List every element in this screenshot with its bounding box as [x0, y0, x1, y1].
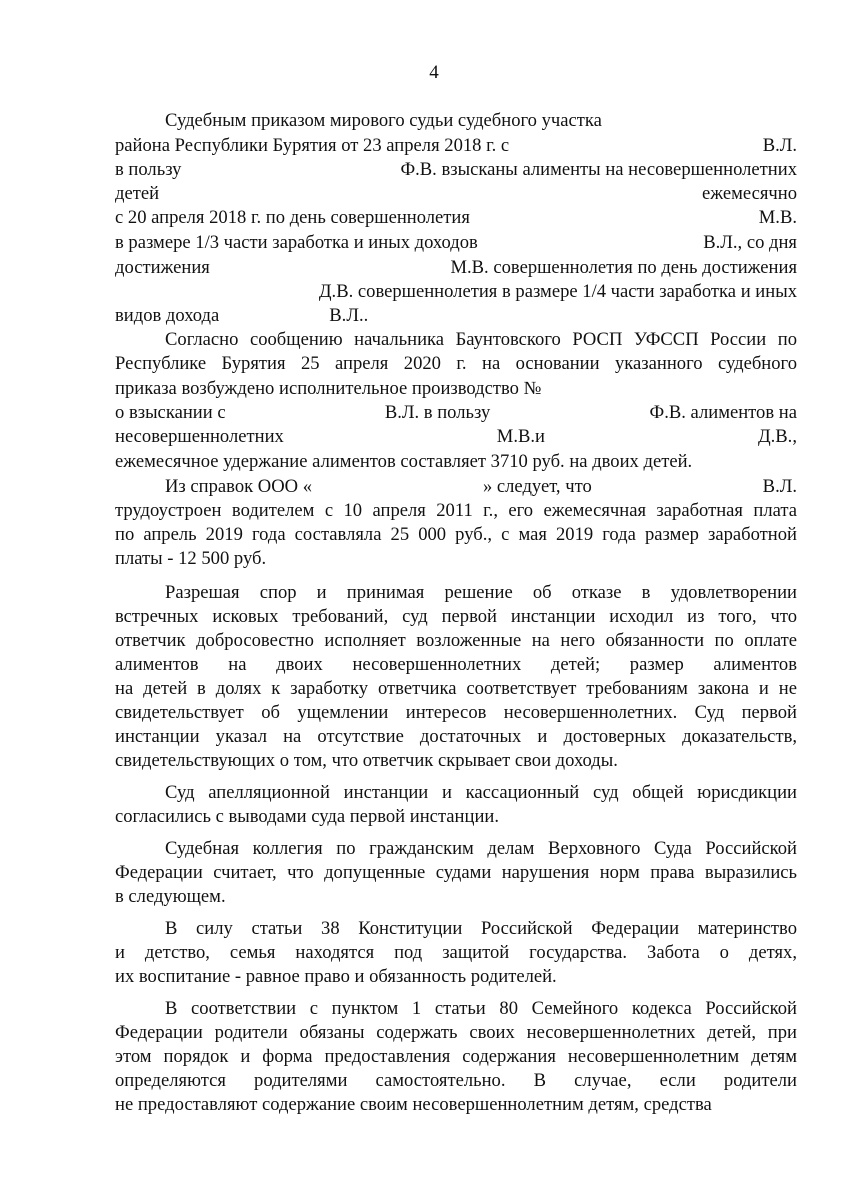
text-segment: Согласно сообщению начальника Баунтовского РОСП УФССП России по: [165, 329, 797, 350]
text-segment: Федерации родители обязаны содержать своих несовершеннолетних детей, при: [115, 1022, 797, 1043]
paragraph-line: [115, 885, 797, 909]
paragraph-line: [115, 158, 797, 182]
paragraph-line: [115, 677, 797, 701]
paragraph-line: [115, 605, 797, 629]
text-segment: не предоставляют содержание своим несовершеннолетним детям, средства: [115, 1094, 712, 1115]
text-segment: встречных исковых требований, суд первой инстанции исходил из того, что: [115, 606, 797, 627]
paragraph-line: [115, 629, 797, 653]
text-segment: достижения: [115, 257, 210, 278]
text-segment: М.В.и: [496, 426, 545, 447]
paragraph-line: [115, 206, 797, 230]
text-segment: на детей в долях к заработку ответчика соответствует требованиям закона и не: [115, 678, 797, 699]
text-segment: В.Л..: [329, 305, 369, 326]
paragraph-line: [115, 547, 797, 571]
paragraph-line: [115, 725, 797, 749]
text-segment: по апрель 2019 года составляла 25 000 руб., с мая 2019 года размер заработной: [115, 524, 797, 545]
text-segment: ответчик добросовестно исполняет возложенные на него обязанности по оплате: [115, 630, 797, 651]
text-segment: района Республики Бурятия от 23 апреля 2018 г. с: [115, 135, 510, 156]
text-segment: в размере 1/3 части заработка и иных доходов: [115, 232, 478, 253]
paragraph-line: [115, 941, 797, 965]
paragraph-line: [115, 1021, 797, 1045]
paragraph-line: [115, 1093, 797, 1117]
text-segment: этом порядок и форма предоставления содержания несовершеннолетним детям: [115, 1046, 797, 1067]
text-segment: Судебным приказом мирового судьи судебного участка: [165, 110, 602, 131]
paragraph-line: [115, 304, 797, 328]
text-segment: в пользу: [115, 159, 182, 180]
text-segment: детей: [115, 183, 160, 204]
paragraph-line: [115, 425, 797, 449]
text-segment: ежемесячное удержание алиментов составляет 3710 руб. на двоих детей.: [115, 451, 693, 472]
paragraph-line: [115, 280, 797, 304]
paragraph-line: [115, 861, 797, 885]
paragraph-line: [115, 256, 797, 280]
paragraph-line: [165, 837, 797, 861]
text-segment: Ф.В. взысканы алименты на несовершеннолетних: [400, 159, 797, 180]
text-segment: о взыскании с: [115, 402, 226, 423]
text-segment: Д.В. совершеннолетия в размере 1/4 части заработка и иных: [318, 281, 797, 302]
text-segment: и детство, семья находятся под защитой государства. Забота о детях,: [115, 942, 797, 963]
text-segment: трудоустроен водителем с 10 апреля 2011 г., его ежемесячная заработная плата: [115, 500, 797, 521]
paragraph-line: [115, 749, 797, 773]
text-segment: В силу статьи 38 Конституции Российской Федерации материнство: [165, 918, 797, 939]
text-segment: инстанции указал на отсутствие достаточных и достоверных доказательств,: [115, 726, 797, 747]
text-segment: Республике Бурятия 25 апреля 2020 г. на основании указанного судебного: [115, 353, 797, 374]
text-segment: Разрешая спор и принимая решение об отказе в удовлетворении: [165, 582, 797, 603]
paragraph-line: [115, 653, 797, 677]
page-number: 4: [429, 62, 439, 83]
text-segment: В соответствии с пунктом 1 статьи 80 Семейного кодекса Российской: [165, 998, 797, 1019]
paragraph-line: [115, 1069, 797, 1093]
paragraph-line: [115, 182, 797, 206]
text-segment: В.Л. в пользу: [384, 402, 491, 423]
text-segment: в следующем.: [115, 886, 226, 907]
paragraph-line: [115, 377, 797, 401]
text-segment: видов дохода: [115, 305, 220, 326]
paragraph-line: [165, 109, 797, 133]
paragraph-line: [115, 134, 797, 158]
paragraph-line: [115, 1045, 797, 1069]
text-segment: определяются родителями самостоятельно. В случае, если родители: [115, 1070, 797, 1091]
paragraph-line: [165, 475, 797, 499]
paragraph-line: [165, 581, 797, 605]
paragraph-line: [115, 352, 797, 376]
text-segment: Д.В.,: [757, 426, 797, 447]
paragraph-line: [115, 401, 797, 425]
text-segment: с 20 апреля 2018 г. по день совершеннолетия: [115, 207, 470, 228]
paragraph-line: [165, 997, 797, 1021]
paragraph-line: [165, 781, 797, 805]
text-segment: их воспитание - равное право и обязанность родителей.: [115, 966, 557, 987]
text-segment: М.В. совершеннолетия по день достижения: [450, 257, 797, 278]
text-segment: несовершеннолетних: [115, 426, 284, 447]
text-segment: В.Л., со дня: [703, 232, 797, 253]
text-segment: приказа возбуждено исполнительное производство №: [115, 378, 542, 399]
text-segment: платы - 12 500 руб.: [115, 548, 267, 569]
text-segment: свидетельствует об ущемлении интересов несовершеннолетних. Суд первой: [115, 702, 797, 723]
paragraph-line: [115, 499, 797, 523]
paragraph-line: [115, 523, 797, 547]
text-segment: свидетельствующих о том, что ответчик скрывает свои доходы.: [115, 750, 618, 771]
text-segment: М.В.: [758, 207, 797, 228]
text-segment: » следует, что: [482, 476, 592, 497]
text-segment: В.Л.: [762, 135, 797, 156]
text-segment: согласились с выводами суда первой инстанции.: [115, 806, 499, 827]
text-segment: Суд апелляционной инстанции и кассационный суд общей юрисдикции: [165, 782, 797, 803]
paragraph-line: [115, 450, 797, 474]
paragraph-line: [115, 965, 797, 989]
text-segment: Ф.В. алиментов на: [649, 402, 797, 423]
paragraph-line: [115, 231, 797, 255]
text-segment: ежемесячно: [702, 183, 797, 204]
text-segment: Судебная коллегия по гражданским делам Верховного Суда Российской: [165, 838, 797, 859]
text-segment: В.Л.: [762, 476, 797, 497]
paragraph-line: [115, 805, 797, 829]
text-segment: Федерации считает, что допущенные судами нарушения норм права выразились: [115, 862, 797, 883]
paragraph-line: [115, 701, 797, 725]
text-segment: алиментов на двоих несовершеннолетних детей; размер алиментов: [115, 654, 797, 675]
paragraph-line: [165, 917, 797, 941]
paragraph-line: [165, 328, 797, 352]
text-segment: Из справок ООО «: [165, 476, 313, 497]
